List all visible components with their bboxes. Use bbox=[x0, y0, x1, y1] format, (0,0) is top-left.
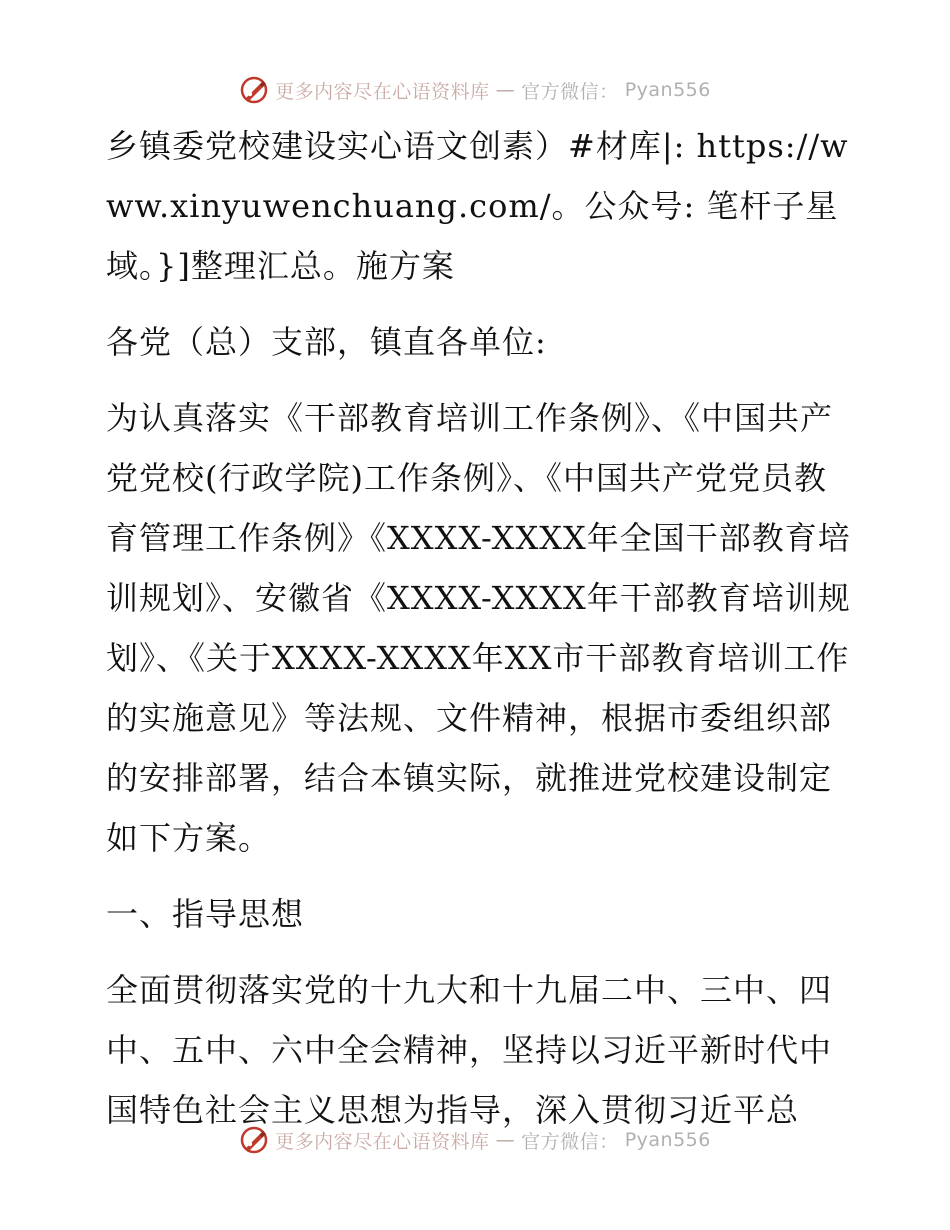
footer-watermark bbox=[0, 1120, 950, 1160]
watermark-wechat-id: Pyan556 bbox=[624, 1129, 711, 1151]
header-watermark bbox=[0, 70, 950, 110]
section1-paragraph: 全面贯彻落实党的十九大和十九届二中、三中、四中、五中、六中全会精神，坚持以习近平新时代中国特色社会主义思想为指导，深入贯彻习近平总 bbox=[106, 971, 833, 1129]
document-title-line: 乡镇委党校建设实心语文创素）#材库|: https://www.xinyuwenchuang.com/。公众号: 笔杆子星域。}]整理汇总。施方案 bbox=[106, 127, 849, 285]
watermark-official-label: 官方微信： bbox=[521, 1130, 619, 1153]
watermark-dash: — bbox=[495, 1129, 516, 1151]
salutation: 各党（总）支部，镇直各单位: bbox=[106, 323, 547, 361]
intro-paragraph: 为认真落实《干部教育培训工作条例》、《中国共产党党校(行政学院)工作条例》、《中国共产党党员教育管理工作条例》《XXXX-XXXX年全国干部教育培训规划》、安徽省《XXXX-XXXX年干部教育培训规划》、《关于XXXX-XXXX年XX市干部教育培训工作的实施意见》等法规、文件精神，根据市委组织部的安排部署，结合本镇实际，就推进党校建设制定如下方案。 bbox=[106, 399, 851, 857]
document-body bbox=[96, 116, 856, 1156]
section-heading-guiding-ideology: 一、指导思想 bbox=[106, 895, 305, 933]
watermark-site-text: 更多内容尽在心语资料库 bbox=[275, 1130, 490, 1153]
pen-logo-icon bbox=[239, 1125, 269, 1155]
watermark-dash: — bbox=[495, 79, 516, 101]
watermark-official-label: 官方微信： bbox=[521, 80, 619, 103]
pen-logo-icon bbox=[239, 75, 269, 105]
watermark-wechat-id: Pyan556 bbox=[624, 79, 711, 101]
watermark-site-text: 更多内容尽在心语资料库 bbox=[275, 80, 490, 103]
